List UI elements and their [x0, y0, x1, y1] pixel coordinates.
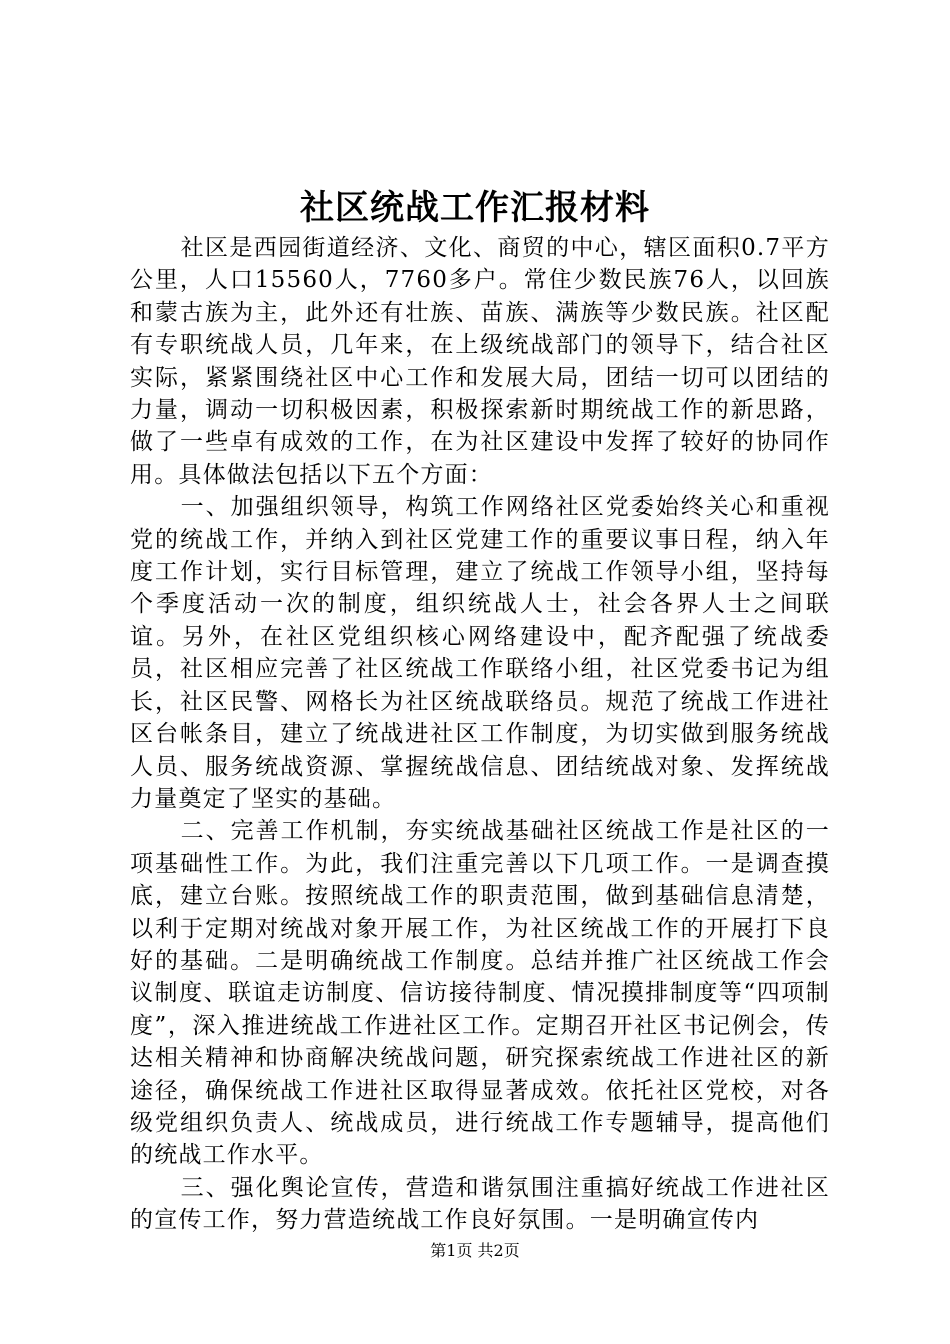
- document-body: [130, 232, 830, 1237]
- paragraph-section-3: 三、强化舆论宣传，营造和谐氛围注重搞好统战工作进社区的宣传工作，努力营造统战工作良好氛围。一是明确宣传内: [130, 1174, 830, 1234]
- page-number-footer: 第1页 共2页: [430, 1241, 520, 1260]
- paragraph-section-2: 二、完善工作机制，夯实统战基础社区统战工作是社区的一项基础性工作。为此，我们注重完善以下几项工作。一是调查摸底，建立台账。按照统战工作的职责范围，做到基础信息清楚，以利于定期对统战对象开展工作，为社区统战工作的开展打下良好的基础。二是明确统战工作制度。总结并推广社区统战工作会议制度、联谊走访制度、信访接待制度、情况摸排制度等“四项制度”，深入推进统战工作进社区工作。定期召开社区书记例会，传达相关精神和协商解决统战问题，研究探索统战工作进社区的新途径，确保统战工作进社区取得显著成效。依托社区党校，对各级党组织负责人、统战成员，进行统战工作专题辅导，提高他们的统战工作水平。: [130, 818, 830, 1169]
- document-title: 社区统战工作汇报材料: [300, 188, 650, 228]
- paragraph-intro: 社区是西园街道经济、文化、商贸的中心，辖区面积0.7平方公里，人口15560人，7760多户。常住少数民族76人，以回族和蒙古族为主，此外还有壮族、苗族、满族等少数民族。社区配有专职统战人员，几年来，在上级统战部门的领导下，结合社区实际，紧紧围绕社区中心工作和发展大局，团结一切可以团结的力量，调动一切积极因素，积极探索新时期统战工作的新思路，做了一些卓有成效的工作，在为社区建设中发挥了较好的协同作用。具体做法包括以下五个方面：: [130, 235, 830, 488]
- paragraph-section-1: 一、加强组织领导，构筑工作网络社区党委始终关心和重视党的统战工作，并纳入到社区党建工作的重要议事日程，纳入年度工作计划，实行目标管理，建立了统战工作领导小组，坚持每个季度活动一次的制度，组织统战人士，社会各界人士之间联谊。另外，在社区党组织核心网络建设中，配齐配强了统战委员，社区相应完善了社区统战工作联络小组，社区党委书记为组长，社区民警、网格长为社区统战联络员。规范了统战工作进社区台帐条目，建立了统战进社区工作制度，为切实做到服务统战人员、服务统战资源、掌握统战信息、团结统战对象、发挥统战力量奠定了坚实的基础。: [130, 494, 830, 812]
